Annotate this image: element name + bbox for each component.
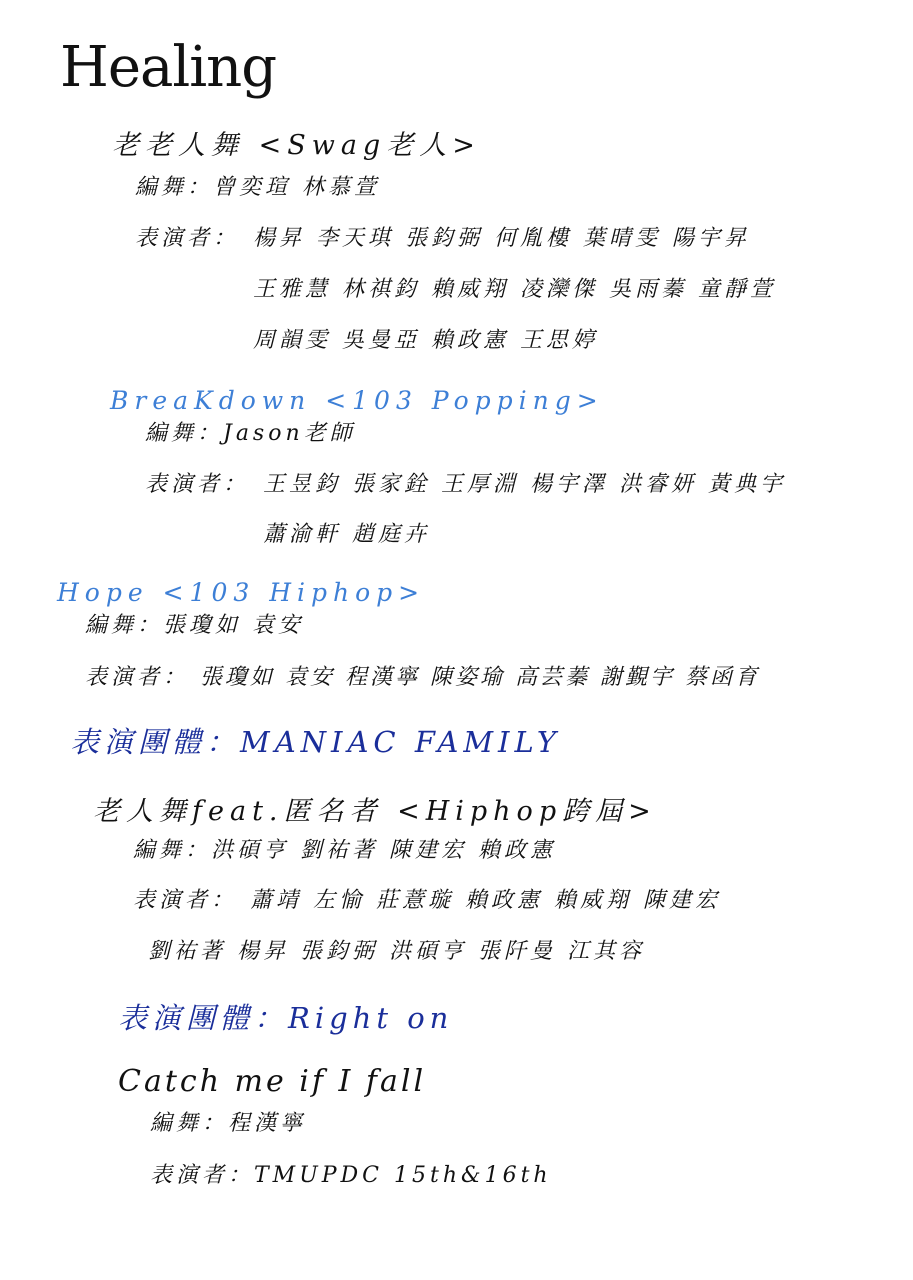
section-5-title: Catch me if I fall bbox=[118, 1064, 427, 1099]
section-1-performers-line-1: 楊昇 李天琪 張鈞弼 何胤樓 葉晴雯 陽宇昇 bbox=[253, 226, 750, 251]
page-title: Healing bbox=[60, 35, 277, 100]
section-5-performers: 表演者：TMUPDC 15th&16th bbox=[150, 1163, 552, 1188]
section-1-choreographers: 編舞：曾奕瑄 林慕萱 bbox=[135, 175, 380, 200]
section-2-choreographers: 編舞：Jason老師 bbox=[145, 421, 356, 446]
section-1-title: 老老人舞 <Swag老人> bbox=[112, 130, 481, 161]
section-1-performers-label: 表演者： bbox=[135, 226, 240, 251]
group-1-title: 表演團體：MANIAC FAMILY bbox=[70, 725, 562, 759]
group-2-title: 表演團體：Right on bbox=[118, 1001, 454, 1035]
section-4-performers-line-1: 蕭靖 左愉 莊薏璇 賴政憲 賴威翔 陳建宏 bbox=[250, 888, 721, 913]
section-2-title: BreaKdown <103 Popping> bbox=[110, 386, 604, 415]
section-3-performers-line-1: 張瓊如 袁安 程漢寧 陳姿瑜 高芸蓁 謝覲宇 蔡函育 bbox=[200, 665, 760, 690]
section-3-choreographers: 編舞：張瓊如 袁安 bbox=[85, 613, 304, 638]
section-2-performers-line-1: 王昱鈞 張家銓 王厚淵 楊宇澤 洪睿妍 黃典宇 bbox=[263, 472, 786, 497]
section-3-performers-label: 表演者： bbox=[85, 665, 190, 690]
section-4-title: 老人舞feat.匿名者 <Hiphop跨屆> bbox=[93, 796, 657, 827]
section-1-performers-line-2: 王雅慧 林祺鈞 賴威翔 凌灤傑 吳雨蓁 童靜萱 bbox=[253, 277, 776, 302]
section-4-choreographers: 編舞：洪碩亨 劉祐著 陳建宏 賴政憲 bbox=[133, 838, 556, 863]
section-1-performers-line-3: 周韻雯 吳曼亞 賴政憲 王思婷 bbox=[253, 328, 598, 353]
section-4-performers-label: 表演者： bbox=[133, 888, 238, 913]
section-2-performers-line-2: 蕭渝軒 趙庭卉 bbox=[263, 522, 430, 547]
section-4-performers-line-2: 劉祐著 楊昇 張鈞弼 洪碩亨 張阡曼 江其容 bbox=[148, 939, 645, 964]
section-5-choreographers: 編舞：程漢寧 bbox=[150, 1111, 307, 1136]
section-3-title: Hope <103 Hiphop> bbox=[57, 578, 426, 607]
section-2-performers-label: 表演者： bbox=[145, 472, 250, 497]
